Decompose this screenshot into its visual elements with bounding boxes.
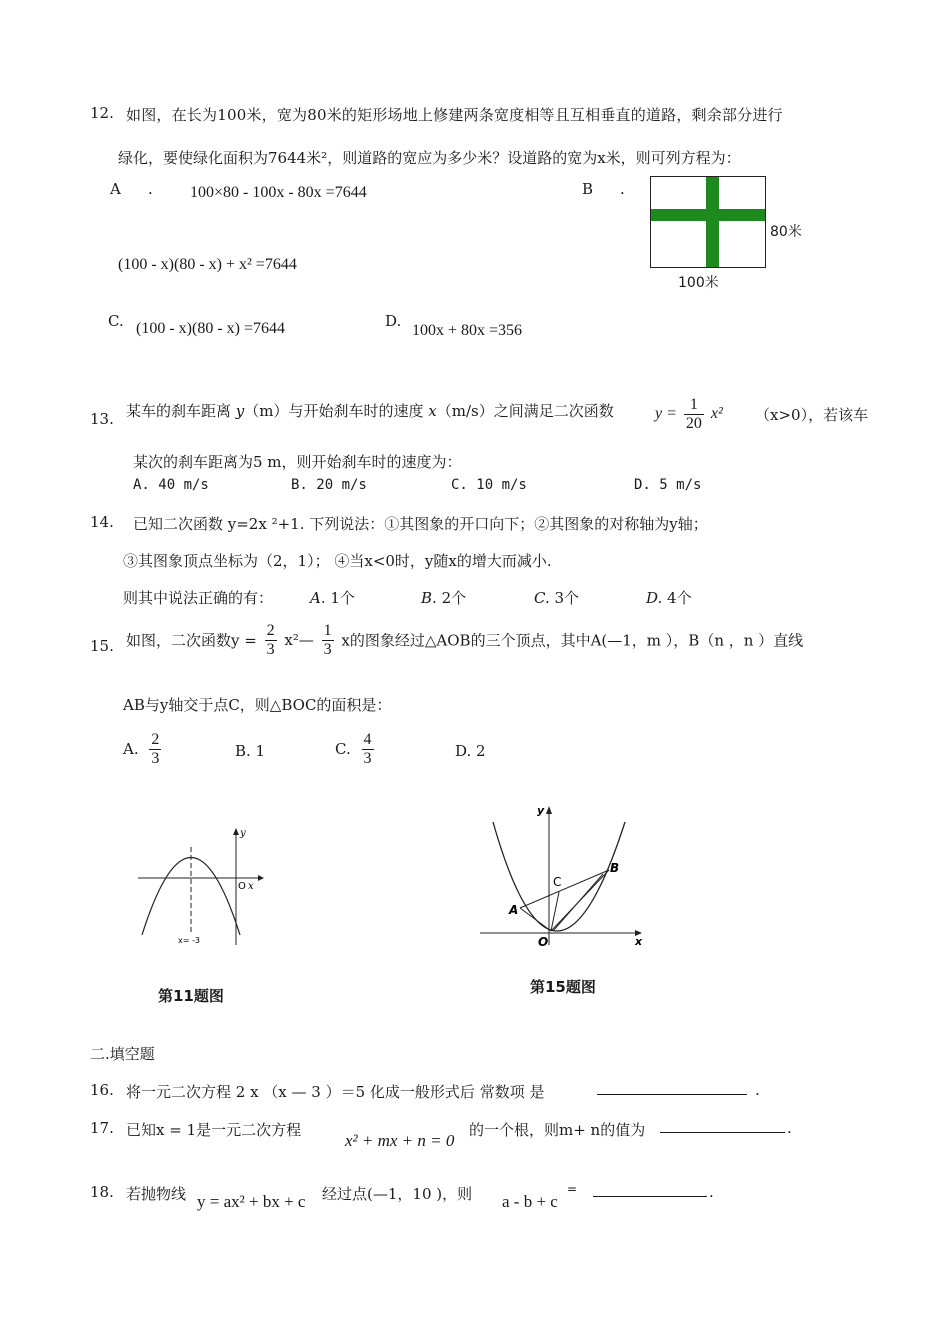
q13-option-d: D. 5 m/s <box>634 477 702 493</box>
q15-frac2-den: 3 <box>323 640 332 658</box>
q17-pre: 已知x = 1是一元二次方程 <box>126 1121 302 1139</box>
q13-option-c: C. 10 m/s <box>451 477 527 493</box>
q15-option-a <box>123 731 164 767</box>
q13-stem-pre: 某车的刹车距离 <box>126 402 232 420</box>
q13-number: 13. <box>90 410 114 428</box>
q15-option-c-label: C. <box>335 740 351 759</box>
q15-stem <box>126 622 803 658</box>
q12-option-b-equation: (100 - x)(80 - x) + x² =7644 <box>118 256 297 273</box>
q17-post: 的一个根，则m+ n的值为 <box>469 1121 646 1139</box>
q13-unit-ms: （m/s）之间满足二次函数 <box>436 402 614 420</box>
q14-option-a <box>310 587 355 608</box>
q13-function <box>655 396 723 432</box>
q15-option-a-num: 2 <box>151 731 160 748</box>
q15-option-c-fraction <box>362 731 374 767</box>
q14-option-b <box>421 587 466 608</box>
q14-option-d <box>646 587 692 608</box>
q15-number: 15. <box>90 637 114 655</box>
fig11-y-arrow <box>233 828 239 835</box>
q15-mid: x²— <box>284 631 314 650</box>
q15-option-b: B. 1 <box>235 742 266 760</box>
q13-stem <box>126 400 614 421</box>
q17-answer-blank[interactable] <box>660 1118 785 1133</box>
q15-frac1-den: 3 <box>266 640 275 658</box>
q14-option-c <box>534 587 579 608</box>
fig11-caption: 第11题图 <box>158 987 224 1005</box>
fig15-origin-label: O <box>538 935 549 949</box>
q15-option-c-num: 4 <box>363 731 372 748</box>
q13-frac-den: 20 <box>685 414 702 432</box>
q12-option-a-equation: 100×80 - 100x - 80x =7644 <box>190 184 367 201</box>
q13-line2: 某次的刹车距离为5 m，则开始刹车时的速度为： <box>133 453 462 471</box>
q14-option-c-label: C. <box>534 589 550 607</box>
q14-line3-pre: 则其中说法正确的有： <box>123 589 274 607</box>
q14-line3 <box>123 587 273 608</box>
q17-end: . <box>787 1119 792 1137</box>
q18-answer-blank[interactable] <box>593 1182 707 1197</box>
fig15-point-b-label: B <box>610 861 620 875</box>
q14-option-b-label: B. <box>421 589 437 607</box>
q12-option-d-equation: 100x + 80x =356 <box>412 322 523 339</box>
q12-field-figure <box>650 176 766 268</box>
fig11-symmetry-label: x= -3 <box>178 936 200 945</box>
q13-var-x: x <box>428 402 437 420</box>
q14-number: 14. <box>90 513 114 531</box>
q13-frac-num: 1 <box>684 396 704 415</box>
q14-option-c-text: 3个 <box>554 589 580 607</box>
q12-field-width-label: 80米 <box>770 224 802 240</box>
fig11-origin-label: O <box>238 881 246 892</box>
q17-equation: x² + mx + n = 0 <box>345 1131 455 1150</box>
q14-option-b-text: 2个 <box>441 589 467 607</box>
q15-line2: AB与y轴交于点C，则△BOC的面积是： <box>123 696 392 714</box>
q12-stem-line1: 如图，在长为100米，宽为80米的矩形场地上修建两条宽度相等且互相垂直的道路，剩余部分进行 <box>126 106 783 124</box>
q12-option-b-dot: . <box>620 180 625 198</box>
q13-condition: （x>0），若该车 <box>755 406 869 424</box>
q15-fraction-2 <box>322 622 334 658</box>
q13-func-y: y = <box>655 405 677 423</box>
fig15-caption: 第15题图 <box>530 978 596 996</box>
q12-vertical-road <box>706 177 719 267</box>
q18-end: . <box>709 1183 714 1201</box>
q12-option-c-equation: (100 - x)(80 - x) =7644 <box>136 320 285 337</box>
fig15-segment-ab <box>520 870 609 908</box>
q18-mid: 经过点(—1，10 )，则 <box>322 1185 473 1203</box>
fig11-graph <box>130 825 270 950</box>
fig11-x-arrow <box>258 875 264 881</box>
q15-option-c-den: 3 <box>363 749 372 767</box>
section2-title: 二.填空题 <box>90 1045 155 1063</box>
q15-option-d: D. 2 <box>455 742 486 760</box>
q16-end: . <box>755 1081 760 1099</box>
q15-post: x的图象经过△AOB的三个顶点，其中A(—1，m ），B（n ，n ）直线 <box>341 631 804 650</box>
q18-equation: y = ax² + bx + c <box>197 1192 306 1211</box>
q12-horizontal-road <box>651 209 765 221</box>
fig11-x-label: x <box>248 881 254 892</box>
q14-line1: 已知二次函数 y=2x ²+1. 下列说法：①其图象的开口向下；②其图象的对称轴为y轴； <box>133 515 708 533</box>
q13-var-y: y <box>235 402 245 420</box>
q12-number: 12. <box>90 104 114 122</box>
q17-number: 17. <box>90 1119 114 1137</box>
q15-option-a-label: A. <box>123 740 139 759</box>
q12-stem-line2: 绿化，要使绿化面积为7644米²，则道路的宽应为多少米？设道路的宽为x米，则可列方程为： <box>118 149 741 167</box>
q15-option-a-fraction <box>149 731 161 767</box>
q15-pre: 如图，二次函数y = <box>126 631 257 650</box>
fig15-point-c-label: C <box>553 875 562 889</box>
fig15-segment-oa <box>520 908 551 931</box>
q18-number: 18. <box>90 1183 114 1201</box>
fig15-graph <box>475 800 650 950</box>
q13-fraction <box>684 396 704 432</box>
q12-option-c-label: C. <box>108 312 124 330</box>
q13-unit-m: （m）与开始刹车时的速度 <box>244 402 424 420</box>
q15-option-c <box>335 731 377 767</box>
q13-func-x2: x² <box>710 405 723 423</box>
q16-number: 16. <box>90 1081 114 1099</box>
q12-option-a-label: A <box>110 180 121 198</box>
q15-frac1-num: 2 <box>266 622 275 639</box>
q14-option-d-label: D. <box>646 589 663 607</box>
q15-fraction-1 <box>265 622 277 658</box>
fig15-x-label: x <box>635 935 643 948</box>
q18-equal-sign: = <box>567 1182 578 1196</box>
q12-option-a-dot: . <box>148 180 153 198</box>
q18-expression: a - b + c <box>502 1192 558 1211</box>
fig11-y-label: y <box>240 828 246 839</box>
q12-option-d-label: D. <box>385 312 402 330</box>
fig15-y-arrow <box>546 806 552 814</box>
q13-option-a: A. 40 m/s <box>133 477 209 493</box>
fig15-y-label: y <box>537 804 545 817</box>
q13-option-b: B. 20 m/s <box>291 477 367 493</box>
fig15-point-a-label: A <box>509 903 519 917</box>
q18-pre: 若抛物线 <box>126 1185 187 1203</box>
q14-option-d-text: 4个 <box>667 589 692 607</box>
q12-option-b-label: B <box>582 180 594 198</box>
q14-option-a-label: A. <box>310 589 326 607</box>
q16-answer-blank[interactable] <box>597 1080 747 1095</box>
q12-field-length-label: 100米 <box>678 275 719 291</box>
q14-option-a-text: 1个 <box>330 589 355 607</box>
q15-frac2-num: 1 <box>323 622 332 639</box>
q16-text: 将一元二次方程 2 x （x — 3 ）＝5 化成一般形式后 常数项 是 <box>126 1083 545 1101</box>
q15-option-a-den: 3 <box>151 749 160 767</box>
q14-line2: ③其图象顶点坐标为（2，1）； ④当x<0时，y随x的增大而减小. <box>123 552 552 570</box>
